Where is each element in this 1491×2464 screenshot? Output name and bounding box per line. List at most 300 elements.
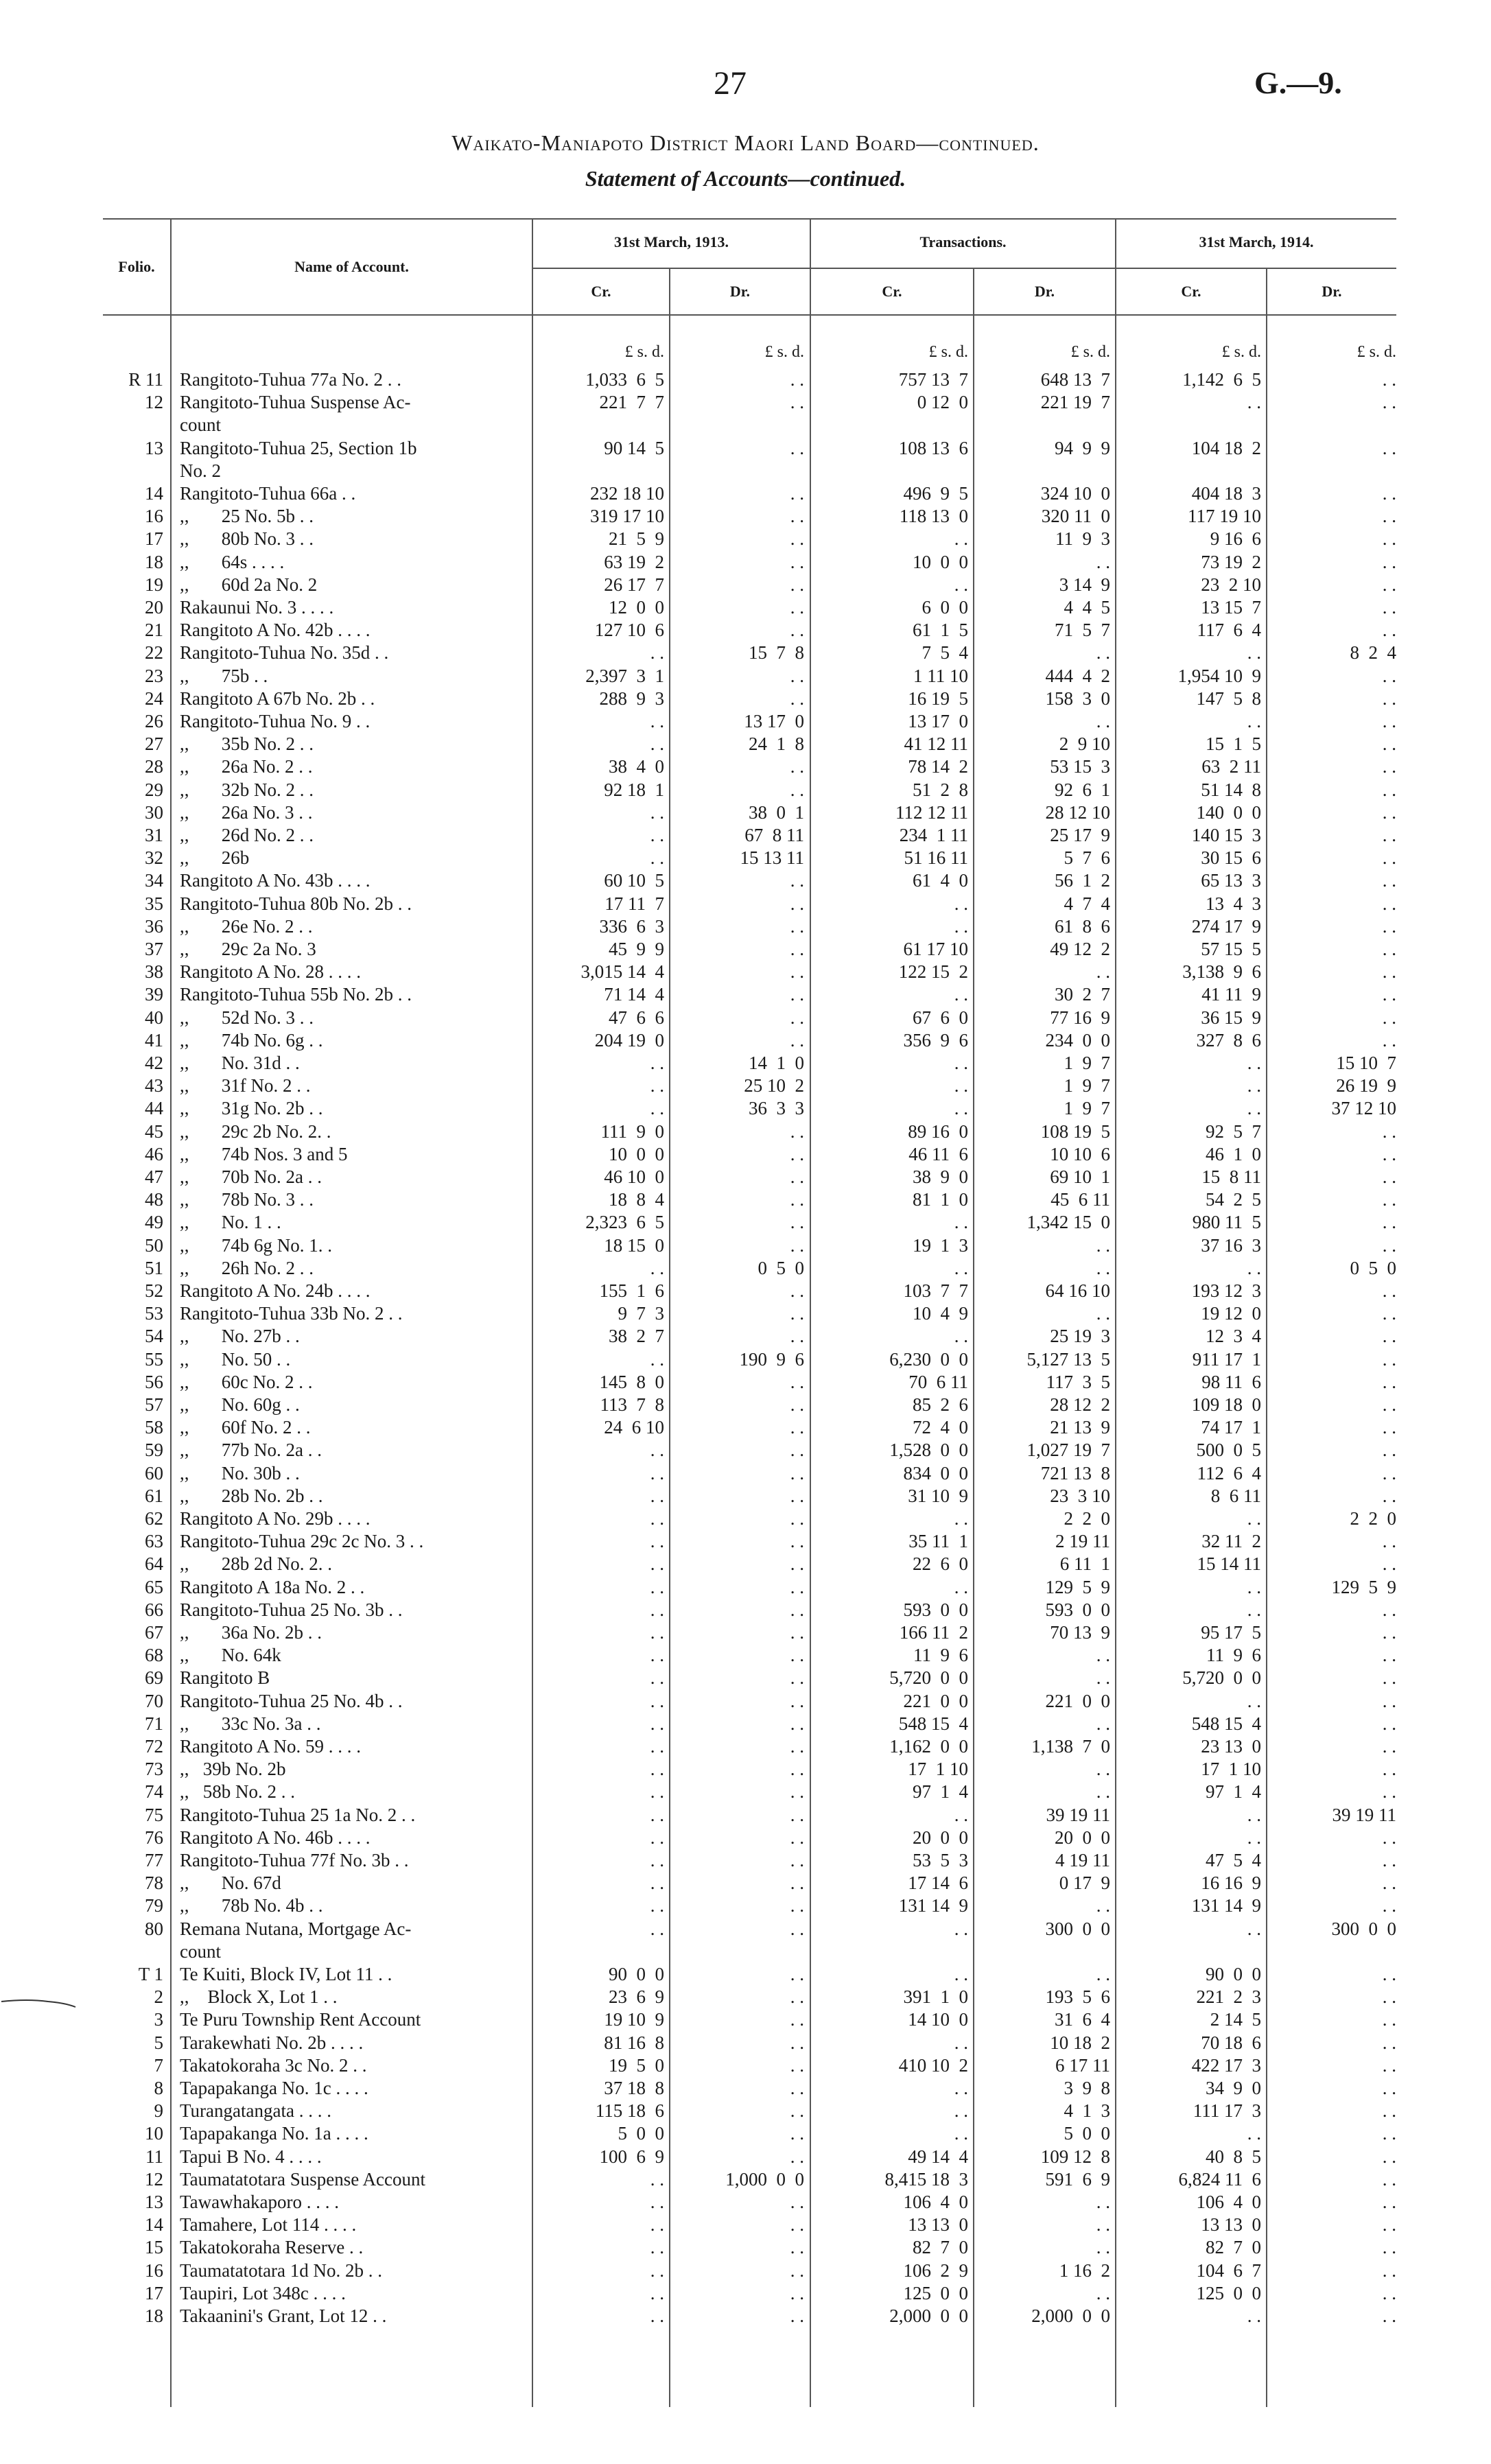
dr-transactions-cell: . . <box>1096 1759 1110 1779</box>
cr-1913-cell: 17 11 7 <box>604 893 664 914</box>
dr-1913-cell: . . <box>790 2260 804 2281</box>
cr-transactions-cell: . . <box>954 2032 968 2053</box>
cr-1914-cell: 92 5 7 <box>1206 1121 1261 1142</box>
account-name-cell: Te Puru Township Rent Account <box>180 2009 421 2030</box>
dr-1914-cell: . . <box>1382 1622 1396 1643</box>
cr-1913-cell: . . <box>650 1053 664 1073</box>
cr-transactions-cell: 51 16 11 <box>904 847 968 868</box>
dr-1913-cell: . . <box>790 1759 804 1779</box>
dr-1914-cell: . . <box>1382 2123 1396 2144</box>
dr-1913-cell: . . <box>790 2146 804 2167</box>
cr-1913-cell: 155 1 6 <box>599 1280 664 1301</box>
folio-cell: 31 <box>145 825 163 845</box>
dr-transactions-cell: 324 10 0 <box>1040 483 1110 504</box>
cr-transactions-cell: . . <box>954 1964 968 1984</box>
cr-1913-cell: . . <box>650 1463 664 1483</box>
dr-1914-cell: . . <box>1382 1667 1396 1688</box>
cr-1913-cell: 336 6 3 <box>599 916 664 937</box>
dr-1913-cell: . . <box>790 2055 804 2076</box>
folio-cell: 19 <box>145 574 163 595</box>
dr-1913-cell: . . <box>790 1280 804 1301</box>
cr-1913-cell: . . <box>650 2237 664 2257</box>
cr-1913-cell: . . <box>650 1098 664 1118</box>
dr-transactions-cell: 1 9 7 <box>1064 1098 1110 1118</box>
cr-1914-cell: 32 11 2 <box>1201 1531 1261 1551</box>
dr-1913-cell: 67 8 11 <box>744 825 804 845</box>
cr-1913-cell: 21 5 9 <box>609 528 664 549</box>
dr-1913-cell: 25 10 2 <box>744 1075 804 1096</box>
table-top-rule <box>103 218 1396 220</box>
account-name-cell: Rangitoto-Tuhua 33b No. 2 . . <box>180 1303 403 1324</box>
unit-label-dr-1914: £ s. d. <box>1357 343 1396 361</box>
dr-transactions-cell: 1 9 7 <box>1064 1053 1110 1073</box>
cr-1913-cell: 145 8 0 <box>599 1372 664 1392</box>
cr-1913-cell: . . <box>650 2169 664 2190</box>
cr-transactions-cell: 112 12 11 <box>895 802 968 823</box>
folio-cell: 57 <box>145 1394 163 1415</box>
dr-1913-cell: . . <box>790 1873 804 1893</box>
folio-cell: 26 <box>145 711 163 731</box>
dr-1914-cell: 2 2 0 <box>1350 1508 1396 1529</box>
dr-transactions-cell: 721 13 8 <box>1040 1463 1110 1483</box>
account-name-cell: ,, No. 1 . . <box>180 1212 281 1232</box>
folio-cell: 8 <box>154 2078 163 2098</box>
folio-cell: 28 <box>145 756 163 777</box>
cr-transactions-cell: 11 9 6 <box>913 1645 968 1665</box>
cr-1914-cell: . . <box>1247 392 1261 412</box>
dr-1914-cell: . . <box>1382 711 1396 731</box>
account-name-cell: Rakaunui No. 3 . . . . <box>180 597 334 618</box>
dr-1913-cell: . . <box>790 1805 804 1825</box>
account-name-cell: Rangitoto A No. 28 . . . . <box>180 961 362 982</box>
dr-transactions-cell: 31 6 4 <box>1055 2009 1110 2030</box>
cr-1914-cell: . . <box>1247 1691 1261 1711</box>
dr-transactions-cell: 5 0 0 <box>1064 2123 1110 2144</box>
header-dr-trans: Dr. <box>1034 283 1055 300</box>
account-name-cell: ,, 74b Nos. 3 and 5 <box>180 1144 348 1164</box>
folio-cell: 58 <box>145 1417 163 1438</box>
account-name-cell: ,, 74b No. 6g . . <box>180 1030 323 1051</box>
dr-1914-cell: . . <box>1382 802 1396 823</box>
account-name-cell: Rangitoto-Tuhua 77f No. 3b . . <box>180 1850 409 1870</box>
cr-1914-cell: 37 16 3 <box>1201 1235 1261 1256</box>
cr-1913-cell: . . <box>650 1781 664 1802</box>
dr-transactions-cell: . . <box>1096 1895 1110 1916</box>
account-name-cell: ,, No. 27b . . <box>180 1326 300 1346</box>
cr-transactions-cell: 78 14 2 <box>908 756 968 777</box>
dr-1914-cell: . . <box>1382 1531 1396 1551</box>
account-name-cell: ,, 77b No. 2a . . <box>180 1440 322 1460</box>
account-name-cell: ,, 39b No. 2b <box>180 1759 286 1779</box>
cr-transactions-cell: 13 13 0 <box>908 2214 968 2235</box>
dr-1913-cell: . . <box>790 1417 804 1438</box>
dr-1914-cell: . . <box>1382 2146 1396 2167</box>
folio-cell: 16 <box>145 506 163 526</box>
account-name-cell: ,, 35b No. 2 . . <box>180 734 314 754</box>
folio-cell: 20 <box>145 597 163 618</box>
cr-1913-cell: 63 19 2 <box>604 552 664 572</box>
account-name-cell: ,, 36a No. 2b . . <box>180 1622 322 1643</box>
cr-transactions-cell: 10 4 9 <box>913 1303 968 1324</box>
cr-1913-cell: . . <box>650 1486 664 1506</box>
cr-transactions-cell: 356 9 6 <box>903 1030 968 1051</box>
dr-1913-cell: . . <box>790 2078 804 2098</box>
cr-1913-cell: 26 17 7 <box>604 574 664 595</box>
folio-cell: 76 <box>145 1827 163 1848</box>
cr-1914-cell: . . <box>1247 1508 1261 1529</box>
dr-1913-cell: . . <box>790 1553 804 1574</box>
cr-1913-cell: 71 14 4 <box>604 984 664 1005</box>
dr-1913-cell: . . <box>790 1303 804 1324</box>
account-name-cell: ,, No. 30b . . <box>180 1463 300 1483</box>
cr-1913-cell <box>535 1941 664 1962</box>
cr-transactions-cell: 1,162 0 0 <box>889 1736 968 1757</box>
cr-1914-cell: 8 6 11 <box>1210 1486 1261 1506</box>
dr-transactions-cell <box>978 460 1110 481</box>
dr-transactions-cell: 69 10 1 <box>1050 1166 1110 1187</box>
cr-1913-cell: . . <box>650 1553 664 1574</box>
dr-1914-cell: . . <box>1382 1964 1396 1984</box>
cr-transactions-cell: 410 10 2 <box>898 2055 968 2076</box>
cr-transactions-cell: 82 7 0 <box>913 2237 968 2257</box>
cr-transactions-cell: . . <box>954 984 968 1005</box>
folio-cell: 41 <box>145 1030 163 1051</box>
dr-1913-cell: . . <box>790 779 804 800</box>
cr-1913-cell: 5 0 0 <box>618 2123 664 2144</box>
folio-cell: 24 <box>145 688 163 709</box>
cr-transactions-cell: 31 10 9 <box>908 1486 968 1506</box>
folio-cell: 45 <box>145 1121 163 1142</box>
dr-1914-cell: . . <box>1382 1440 1396 1460</box>
dr-1913-cell: 15 7 8 <box>749 642 804 663</box>
dr-transactions-cell <box>978 1941 1110 1962</box>
cr-transactions-cell: . . <box>954 2100 968 2121</box>
cr-1913-cell: . . <box>650 1440 664 1460</box>
dr-transactions-cell: 2 9 10 <box>1059 734 1110 754</box>
dr-1914-cell: . . <box>1382 734 1396 754</box>
dr-transactions-cell: 4 19 11 <box>1055 1850 1110 1870</box>
account-name-cell: ,, 26a No. 2 . . <box>180 756 313 777</box>
cr-1914-cell: 16 16 9 <box>1201 1873 1261 1893</box>
folio-cell: 43 <box>145 1075 163 1096</box>
cr-transactions-cell <box>813 414 968 435</box>
cr-1913-cell: 23 6 9 <box>609 1986 664 2007</box>
cr-1914-cell: 82 7 0 <box>1206 2237 1261 2257</box>
dr-1914-cell: . . <box>1382 1417 1396 1438</box>
cr-transactions-cell: 108 13 6 <box>898 438 968 458</box>
dr-transactions-cell: 64 16 10 <box>1045 1280 1110 1301</box>
dr-1913-cell: . . <box>790 1189 804 1210</box>
cr-1913-cell: 2,323 6 5 <box>585 1212 664 1232</box>
folio-cell: 80 <box>145 1919 163 1939</box>
folio-cell: 39 <box>145 984 163 1005</box>
account-name-cell: Rangitoto A 18a No. 2 . . <box>180 1577 365 1597</box>
dr-1913-cell <box>672 460 804 481</box>
cr-1913-cell: 111 9 0 <box>600 1121 664 1142</box>
dr-1914-cell: . . <box>1382 1986 1396 2007</box>
dr-1914-cell: . . <box>1382 2078 1396 2098</box>
cr-1914-cell: 1,142 6 5 <box>1182 369 1261 390</box>
folio-cell: 13 <box>145 438 163 458</box>
cr-1914-cell <box>1118 414 1261 435</box>
dr-transactions-cell: . . <box>1096 1781 1110 1802</box>
folio-cell: 49 <box>145 1212 163 1232</box>
cr-1913-cell: . . <box>650 2192 664 2212</box>
dr-1914-cell: . . <box>1382 1736 1396 1757</box>
folio-cell: 38 <box>145 961 163 982</box>
cr-transactions-cell: 22 6 0 <box>913 1553 968 1574</box>
cr-1913-cell: 90 14 5 <box>604 438 664 458</box>
cr-transactions-cell: 122 15 2 <box>898 961 968 982</box>
dr-1914-cell: . . <box>1382 1463 1396 1483</box>
cr-1913-cell: . . <box>650 1713 664 1734</box>
account-name-cell: count <box>180 414 221 435</box>
dr-1913-cell: 0 5 0 <box>758 1258 804 1278</box>
dr-1913-cell: . . <box>790 1850 804 1870</box>
group1-divider <box>810 218 811 2407</box>
folio-cell: 3 <box>154 2009 163 2030</box>
dr-transactions-cell: 117 3 5 <box>1046 1372 1110 1392</box>
cr-1914-cell: 36 15 9 <box>1201 1007 1261 1028</box>
account-name-cell: Rangitoto-Tuhua No. 9 . . <box>180 711 371 731</box>
cr-transactions-cell: . . <box>954 1805 968 1825</box>
cr-1914-cell: . . <box>1247 1258 1261 1278</box>
cr-1914-cell: . . <box>1247 2123 1261 2144</box>
dr-transactions-cell: 1 16 2 <box>1059 2260 1110 2281</box>
dr-1913-cell: . . <box>790 1212 804 1232</box>
folio-cell: 56 <box>145 1372 163 1392</box>
dr-1913-cell: . . <box>790 1235 804 1256</box>
cr-transactions-cell: 221 0 0 <box>903 1691 968 1711</box>
dr-1914-cell: . . <box>1382 1873 1396 1893</box>
cr-1913-cell: . . <box>650 1805 664 1825</box>
cr-1913-cell: 10 0 0 <box>609 1144 664 1164</box>
account-name-cell: ,, 78b No. 3 . . <box>180 1189 314 1210</box>
folio-cell: 77 <box>145 1850 163 1870</box>
cr-1913-cell: . . <box>650 2260 664 2281</box>
folio-cell: 67 <box>145 1622 163 1643</box>
dr-1913-cell: . . <box>790 1166 804 1187</box>
cr-1913-cell: 81 16 8 <box>604 2032 664 2053</box>
account-name-cell: ,, 60f No. 2 . . <box>180 1417 311 1438</box>
cr-1913-cell: 1,033 6 5 <box>585 369 664 390</box>
account-name-cell: Rangitoto A No. 59 . . . . <box>180 1736 362 1757</box>
cr-1913-cell: 18 15 0 <box>604 1235 664 1256</box>
account-name-cell: ,, 25 No. 5b . . <box>180 506 314 526</box>
dr-1914-cell: . . <box>1382 1827 1396 1848</box>
cr-1913-cell: 90 0 0 <box>609 1964 664 1984</box>
dr-transactions-cell: 70 13 9 <box>1050 1622 1110 1643</box>
cr-1913-cell: . . <box>650 1759 664 1779</box>
account-name-cell: Takatokoraha 3c No. 2 . . <box>180 2055 367 2076</box>
dr-transactions-cell: 4 1 3 <box>1064 2100 1110 2121</box>
dr-transactions-cell: 61 8 6 <box>1055 916 1110 937</box>
cr-transactions-cell: 391 1 0 <box>903 1986 968 2007</box>
dr-transactions-cell: 6 11 1 <box>1059 1553 1110 1574</box>
dr-1914-cell: . . <box>1382 2169 1396 2190</box>
dr-1913-cell: . . <box>790 483 804 504</box>
folio-cell: 74 <box>145 1781 163 1802</box>
dr-1914-cell: . . <box>1382 1235 1396 1256</box>
dr-transactions-cell: 25 19 3 <box>1050 1326 1110 1346</box>
cr-1914-cell: 74 17 1 <box>1201 1417 1261 1438</box>
dr-transactions-cell: 158 3 0 <box>1045 688 1110 709</box>
account-name-cell: ,, No. 67d <box>180 1873 281 1893</box>
account-name-cell: Takaanini's Grant, Lot 12 . . <box>180 2305 387 2326</box>
dr-1914-cell: 8 2 4 <box>1350 642 1396 663</box>
cr-transactions-cell: 166 11 2 <box>899 1622 968 1643</box>
dr-1913-cell: . . <box>790 2009 804 2030</box>
account-name-cell: ,, 33c No. 3a . . <box>180 1713 321 1734</box>
cr-1914-cell: 104 6 7 <box>1196 2260 1261 2281</box>
folio-cell <box>103 414 163 435</box>
dr-1913-cell: . . <box>790 1372 804 1392</box>
account-name-cell: Tawawhakaporo . . . . <box>180 2192 340 2212</box>
cr-transactions-cell: 61 1 5 <box>913 620 968 640</box>
cr-1913-cell: . . <box>650 642 664 663</box>
account-name-cell: ,, 26h No. 2 . . <box>180 1258 314 1278</box>
dr-1914-cell: . . <box>1382 756 1396 777</box>
dr-1914-cell: . . <box>1382 1394 1396 1415</box>
dr-transactions-cell: 648 13 7 <box>1040 369 1110 390</box>
cr-1914-cell: 30 15 6 <box>1201 847 1261 868</box>
folio-cell: 30 <box>145 802 163 823</box>
folio-cell: 13 <box>145 2192 163 2212</box>
dr-1914-cell: . . <box>1382 620 1396 640</box>
cr-1913-cell: . . <box>650 1622 664 1643</box>
folio-cell: 35 <box>145 893 163 914</box>
account-name-cell: ,, 28b 2d No. 2. . <box>180 1553 332 1574</box>
account-name-cell: Tarakewhati No. 2b . . . . <box>180 2032 364 2053</box>
cr-1914-cell <box>1118 1941 1261 1962</box>
dr-1913-cell: . . <box>790 666 804 686</box>
dr-1913-cell: . . <box>790 392 804 412</box>
cr-1914-cell: 147 5 8 <box>1196 688 1261 709</box>
dr-1914-cell: 300 0 0 <box>1331 1919 1396 1939</box>
unit-label-cr-trans: £ s. d. <box>928 343 968 361</box>
dr-1914-cell: . . <box>1382 1759 1396 1779</box>
dr-transactions-cell: . . <box>1096 2214 1110 2235</box>
cr-transactions-cell: 103 7 7 <box>903 1280 968 1301</box>
cr-1913-cell: 2,397 3 1 <box>585 666 664 686</box>
cr-transactions-cell: 41 12 11 <box>904 734 968 754</box>
dr-transactions-cell: 71 5 7 <box>1055 620 1110 640</box>
account-name-cell: ,, 26a No. 3 . . <box>180 802 313 823</box>
account-name-cell: ,, No. 50 . . <box>180 1349 291 1370</box>
dr-transactions-cell: 21 13 9 <box>1050 1417 1110 1438</box>
cr-1914-cell: 17 1 10 <box>1201 1759 1261 1779</box>
dr-1913-cell: . . <box>790 939 804 959</box>
dr-1914-cell: . . <box>1382 779 1396 800</box>
cr-transactions-cell: 118 13 0 <box>899 506 968 526</box>
cr-transactions-cell: 14 10 0 <box>908 2009 968 2030</box>
cr-1914-cell: 13 13 0 <box>1201 2214 1261 2235</box>
dr-1913-cell: . . <box>790 597 804 618</box>
account-name-cell: ,, 32b No. 2 . . <box>180 779 314 800</box>
unit-label-dr-trans: £ s. d. <box>1070 343 1110 361</box>
dr-1913-cell <box>672 414 804 435</box>
cr-transactions-cell: 0 12 0 <box>917 392 968 412</box>
account-name-cell: Rangitoto-Tuhua 80b No. 2b . . <box>180 893 412 914</box>
header-cr-trans: Cr. <box>882 283 902 300</box>
dr-transactions-cell: 129 5 9 <box>1045 1577 1110 1597</box>
account-name-cell: ,, 31g No. 2b . . <box>180 1098 323 1118</box>
dr-transactions-cell: 4 4 5 <box>1064 597 1110 618</box>
dr-1914-cell: . . <box>1382 1599 1396 1620</box>
cr1914-divider <box>1266 268 1267 2407</box>
cr-transactions-cell: . . <box>954 1075 968 1096</box>
dr-1913-cell: . . <box>790 1599 804 1620</box>
account-name-cell: Rangitoto-Tuhua 29c 2c No. 3 . . <box>180 1531 424 1551</box>
cr-transactions-cell: . . <box>954 528 968 549</box>
dr-1913-cell: . . <box>790 1895 804 1916</box>
cr-1914-cell: 34 9 0 <box>1206 2078 1261 2098</box>
dr-transactions-cell: 1,138 7 0 <box>1031 1736 1110 1757</box>
folio-cell: 50 <box>145 1235 163 1256</box>
cr-transactions-cell: . . <box>954 893 968 914</box>
cr-1913-cell: . . <box>650 1895 664 1916</box>
cr-1914-cell: . . <box>1247 1098 1261 1118</box>
cr-1914-cell: 19 12 0 <box>1201 1303 1261 1324</box>
folio-cell: 37 <box>145 939 163 959</box>
account-name-cell: Rangitoto A No. 46b . . . . <box>180 1827 371 1848</box>
cr-1914-cell: 117 19 10 <box>1188 506 1261 526</box>
cr-1914-cell: 51 14 8 <box>1201 779 1261 800</box>
account-name-cell: ,, 78b No. 4b . . <box>180 1895 323 1916</box>
dr-1913-cell: . . <box>790 870 804 891</box>
dr-1913-cell: . . <box>790 1645 804 1665</box>
cr-1914-cell: 500 0 5 <box>1196 1440 1261 1460</box>
cr-transactions-cell: 67 6 0 <box>913 1007 968 1028</box>
dr-1914-cell: . . <box>1382 574 1396 595</box>
cr-1914-cell: 57 15 5 <box>1201 939 1261 959</box>
folio-cell: 2 <box>154 1986 163 2007</box>
cr-1914-cell: 112 6 4 <box>1197 1463 1261 1483</box>
cr-transactions-cell: 53 5 3 <box>913 1850 968 1870</box>
cr-transactions-cell: 46 11 6 <box>908 1144 968 1164</box>
dr-1913-cell: . . <box>790 1964 804 1984</box>
dr-1914-cell: . . <box>1382 2055 1396 2076</box>
cr-transactions-cell: 593 0 0 <box>903 1599 968 1620</box>
account-name-cell: Rangitoto A No. 24b . . . . <box>180 1280 371 1301</box>
account-name-cell: Tapui B No. 4 . . . . <box>180 2146 322 2167</box>
header-transactions: Transactions. <box>919 233 1007 250</box>
cr-1914-cell: 15 1 5 <box>1206 734 1261 754</box>
cr-transactions-cell: . . <box>954 1326 968 1346</box>
dr-transactions-cell: 23 3 10 <box>1050 1486 1110 1506</box>
dr-1913-cell: . . <box>790 2214 804 2235</box>
header-march-1913: 31st March, 1913. <box>613 233 729 250</box>
cr-1914-cell: 548 15 4 <box>1191 1713 1261 1734</box>
dr-1913-cell: . . <box>790 984 804 1005</box>
account-name-cell: ,, 26e No. 2 . . <box>180 916 313 937</box>
folio-cell: 23 <box>145 666 163 686</box>
dr-transactions-cell: 11 9 3 <box>1055 528 1110 549</box>
cr-1914-cell: . . <box>1247 1053 1261 1073</box>
folio-cell <box>103 460 163 481</box>
folio-cell: 65 <box>145 1577 163 1597</box>
cr-transactions-cell: . . <box>954 1258 968 1278</box>
cr-1914-cell: 11 9 6 <box>1206 1645 1261 1665</box>
folio-cell: 42 <box>145 1053 163 1073</box>
account-name-cell: ,, Block X, Lot 1 . . <box>180 1986 338 2007</box>
cr-transactions-cell: 61 4 0 <box>913 870 968 891</box>
dr-1913-cell: . . <box>790 1667 804 1688</box>
dr-transactions-cell: . . <box>1096 1258 1110 1278</box>
page-subtitle: Statement of Accounts—continued. <box>585 166 906 191</box>
dr-transactions-cell: 1 9 7 <box>1064 1075 1110 1096</box>
cr-1913-cell: 92 18 1 <box>604 779 664 800</box>
